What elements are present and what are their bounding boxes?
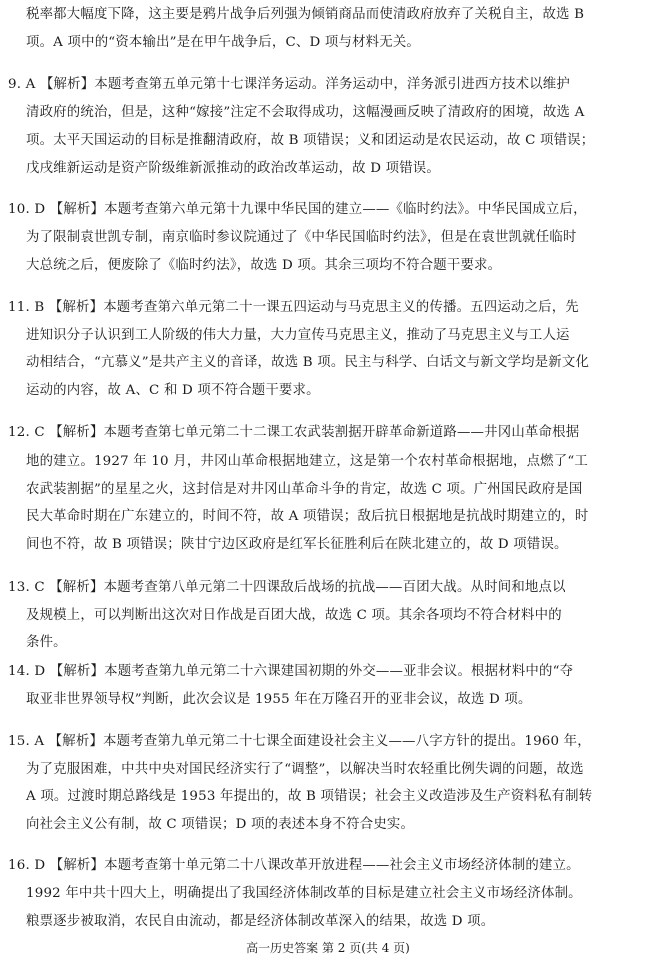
text-line: 清政府的统治，但是，这种“嫁接”注定不会取得成功，这幅漫画反映了清政府的困境，故选 A — [26, 105, 585, 120]
text-line: 戊戌维新运动是资产阶级维新派推动的政治改革运动，故 D 项错误。 — [26, 161, 440, 176]
text-line: 1992 年中共十四大上，明确提出了我国经济体制改革的目标是建立社会主义市场经济体制。 — [26, 886, 582, 901]
text-line: 取亚非世界领导权”判断，此次会议是 1955 年在万隆召开的亚非会议，故选 D 项。 — [26, 692, 532, 707]
text-line: 项。A 项中的“资本输出”是在甲午战争后，C、D 项与材料无关。 — [26, 35, 421, 50]
text-line: 为了限制袁世凯专制，南京临时参议院通过了《中华民国临时约法》，但是在袁世凯就任临时 — [26, 230, 577, 245]
text-line: 农武装割据”的星星之火，这封信是对井冈山革命斗争的肯定，故选 C 项。广州国民政府是国 — [26, 482, 583, 497]
text-line: 项。太平天国运动的目标是推翻清政府，故 B 项错误；义和团运动是农民运动，故 C 项错误； — [26, 133, 595, 148]
text-line: 15. A 【解析】本题考查第九单元第二十七课全面建设社会主义——八字方针的提出。1960 年， — [8, 734, 591, 749]
text-line: 14. D 【解析】本题考查第九单元第二十六课建国初期的外交——亚非会议。根据材料中的“夺 — [8, 664, 574, 679]
text-line: 12. C 【解析】本题考查第七单元第二十二课工农武装割据开辟革命新道路——井冈山革命根据 — [8, 425, 580, 440]
text-line: 间也不符，故 B 项错误；陕甘宁边区政府是红军长征胜利后在陕北建立的，故 D 项错误。 — [26, 537, 568, 552]
text-line: 9. A 【解析】本题考查第五单元第十七课洋务运动。洋务运动中，洋务派引进西方技术以维护 — [8, 77, 570, 92]
text-line: 10. D 【解析】本题考查第六单元第十九课中华民国的建立——《临时约法》。中华民国成立后， — [8, 202, 587, 217]
text-line: 动相结合，“亢慕义”是共产主义的音译，故选 B 项。民主与科学、白话文与新文学均是新文化 — [26, 355, 590, 370]
text-line: 向社会主义公有制，故 C 项错误；D 项的表述本身不符合史实。 — [26, 817, 415, 832]
text-line: A 项。过渡时期总路线是 1953 年提出的，故 B 项错误；社会主义改造涉及生产资料私有制转 — [26, 789, 593, 804]
text-line: 条件。 — [26, 635, 67, 650]
text-line: 16. D 【解析】本题考查第十单元第二十八课改革开放进程——社会主义市场经济体制的建立。 — [8, 858, 580, 873]
text-line: 粮票逐步被取消，农民自由流动，都是经济体制改革深入的结果，故选 D 项。 — [26, 914, 495, 929]
text-line: 进知识分子认识到工人阶级的伟大力量，大力宣传马克思主义，推动了马克思主义与工人运 — [26, 328, 570, 343]
text-line: 税率都大幅度下降，这主要是鸦片战争后列强为倾销商品而使清政府放弃了关税自主，故选 B — [26, 7, 585, 22]
text-line: 11. B 【解析】本题考查第六单元第二十一课五四运动与马克思主义的传播。五四运动之后，先 — [8, 300, 579, 315]
text-line: 13. C 【解析】本题考查第八单元第二十四课敌后战场的抗战——百团大战。从时间和地点以 — [8, 580, 566, 595]
text-line: 大总统之后，便废除了《临时约法》，故选 D 项。其余三项均不符合题干要求。 — [26, 258, 502, 273]
text-line: 民大革命时期在广东建立的，时间不符，故 A 项错误；敌后抗日根据地是抗战时期建立的，时 — [26, 509, 589, 524]
text-line: 运动的内容，故 A、C 和 D 项不符合题干要求。 — [26, 383, 320, 398]
page-footer: 高一历史答案 第 2 页(共 4 页) — [246, 941, 410, 955]
text-line: 地的建立。1927 年 10 月，井冈山革命根据地建立，这是第一个农村革命根据地，点燃了“工 — [26, 454, 588, 469]
text-line: 为了克服困难，中共中央对国民经济实行了“调整”，以解决当时农轻重比例失调的问题，故选 — [26, 762, 584, 777]
text-line: 及规模上，可以判断出这次对日作战是百团大战，故选 C 项。其余各项均不符合材料中的 — [26, 608, 562, 623]
